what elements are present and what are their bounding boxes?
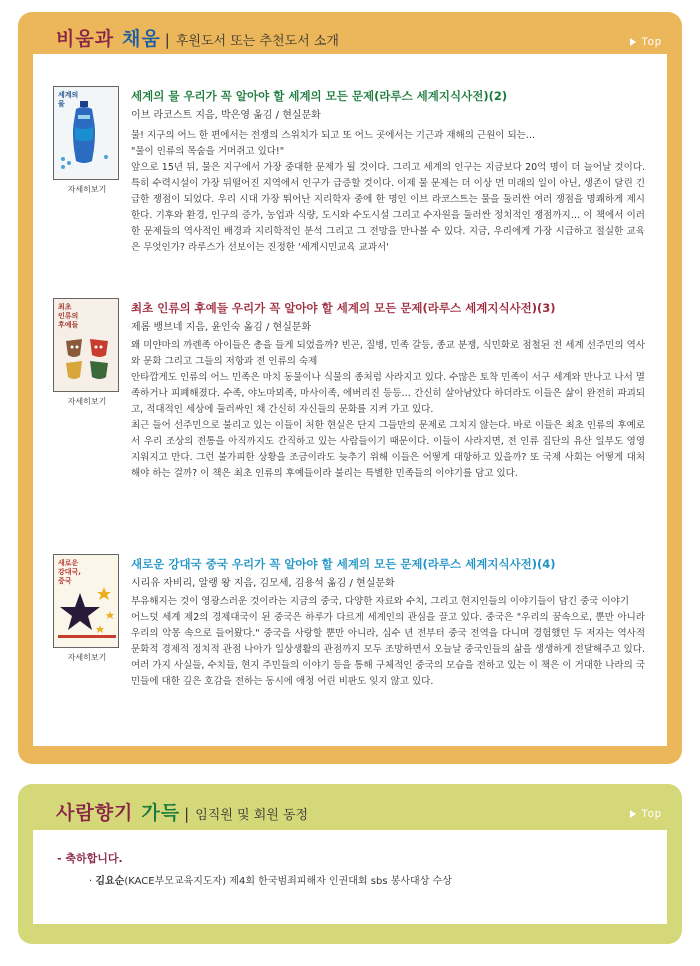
book-title[interactable]: 최초 인류의 후예들 우리가 꼭 알아야 할 세계의 모든 문제(라루스 세계지식사전)(3) [131, 301, 556, 315]
description-paragraph: 안타깝게도 인류의 어느 민족은 마치 동물이나 식물의 종처럼 사라지고 있다. 수많은 토착 민족이 서구 세계와 만나고 나서 멸족하거나 피폐해졌다. 수족, 야노마뫼족, 마사이족, 에버리진 등등… 간신히 살아남았다 하더라도 이들은 삶이 완전히 파괴되고, 적대적인 세상에 둘러싸인 채 간신히 자신들의 문화를 지켜 가고 있다. [131, 372, 645, 415]
books-section [18, 12, 682, 764]
top-label: Top [641, 36, 662, 48]
title-separator: | [164, 31, 170, 49]
books-list [33, 54, 667, 746]
book-cover-image[interactable] [53, 298, 119, 392]
top-link[interactable] [630, 36, 662, 48]
masks-icon [54, 299, 119, 392]
description-paragraph: 어느덧 세계 제2의 경제대국이 된 중국은 하루가 다르게 세계인의 관심을 끌고 있다. 중국은 "우리의 꿈속으로, 뿐만 아니라 우리의 악몽 속으로 들어왔다." 중국을 사랑할 뿐만 아니라, 십수 년 전부터 중국 전역을 다니며 경험했던 두 저자는 역사적 문화적 경제적 정치적 관점 나아가 일상생활의 관점까지 모두 조망하면서 오늘날 중국인들의 삶을 생생하게 전달해주고 있다. 여러 가지 사실들, 수치들, 현지 주민들의 이야기 등을 통해 구체적인 중국의 모습을 전하고 있는 이 책은 이 거대한 나라의 국민들에 대한 깊은 호감을 전하는 동시에 애정 어린 비판도 잊지 않고 있다. [131, 612, 645, 687]
description-paragraph: 앞으로 15년 뒤, 물은 지구에서 가장 중대한 문제가 될 것이다. 그리고 세계의 인구는 지금보다 20억 명이 더 늘어날 것이다. 특히 수력시설이 가장 뒤떨어진 지역에서 인구가 급증할 것이다. 이제 물 문제는 더 이상 먼 미래의 일이 아닌, 생존이 달린 긴급한 쟁점이 되었다. 우리 시대 가장 뛰어난 지리학자 중에 한 명인 이브 라코스트는 물을 둘러싼 여러 쟁점을 명쾌하게 제시한다. 기후와 환경, 인구의 증가, 농업과 식량, 도시와 수도시설 그리고 수자원을 둘러싼 정치적인 쟁점까지… 이 책에서 이러한 문제들의 역사적인 배경과 지리학적인 분석 그리고 그 전망을 만나볼 수 있다. 지금, 우리에게 가장 시급하고 절실한 교육은 무엇인가? 라루스가 선보이는 진정한 '세계시민교육 교과서' [131, 162, 645, 253]
book-description [131, 594, 645, 690]
books-subtitle: 후원도서 또는 추천도서 소개 [175, 34, 339, 49]
star-icon [54, 555, 119, 648]
detail-link[interactable]: 자세히보기 [67, 653, 107, 662]
people-section-header [56, 798, 308, 825]
top-label: Top [641, 808, 662, 820]
book-title[interactable]: 새로운 강대국 중국 우리가 꼭 알아야 할 세계의 모든 문제(라루스 세계지식사전)(4) [131, 557, 556, 571]
book-author: 시리유 자비리, 알랭 왕 지음, 김모세, 김용석 옮김 / 현실문화 [131, 578, 395, 589]
title-separator: | [184, 805, 190, 823]
people-section [18, 784, 682, 944]
person-name: 김요순 [95, 876, 125, 887]
people-content [33, 830, 667, 924]
cover-title: 세계의 물 [58, 91, 79, 108]
description-paragraph: 부유해지는 것이 영광스러운 것이라는 지금의 중국, 다양한 자료와 수치, 그리고 현지인들의 이야기들이 담긴 중국 이야기 [131, 596, 629, 607]
cover-title: 새로운 강대국, 중국 [58, 559, 81, 585]
top-link[interactable] [630, 808, 662, 820]
book-description [131, 128, 645, 256]
congrats-title: - 축하합니다. [57, 852, 123, 865]
people-title-part1: 사람향기 [56, 802, 134, 824]
books-section-header [56, 24, 339, 51]
detail-link[interactable]: 자세히보기 [67, 185, 107, 194]
bullet: · [89, 876, 96, 887]
detail-link[interactable]: 자세히보기 [67, 397, 107, 406]
arrow-right-icon [630, 38, 636, 46]
book-title[interactable]: 세계의 물 우리가 꼭 알아야 할 세계의 모든 문제(라루스 세계지식사전)(2) [131, 89, 508, 103]
congrats-item [89, 872, 452, 887]
book-author: 제롬 뱅브네 지음, 윤인숙 옮김 / 현실문화 [131, 322, 312, 333]
people-title-part2: 가득 [141, 802, 181, 824]
books-title-part1: 비움과 [56, 28, 115, 50]
congrats-text: (KACE부모교육지도자) 제4회 한국범죄피해자 인권대회 sbs 봉사대상 수상 [124, 876, 452, 887]
books-title-part2: 채움 [122, 28, 161, 50]
people-subtitle: 임직원 및 회원 동정 [195, 808, 309, 823]
description-paragraph: "물이 인류의 목숨을 거머쥐고 있다!" [131, 146, 285, 157]
description-paragraph: 최근 들어 선주민으로 불리고 있는 이들이 처한 현실은 단지 그들만의 문제로 그치지 않는다. 바로 이들은 최초 인류의 후예로서 우리 조상의 전통을 아직까지도 간직하고 있는 사람들이기 때문이다. 이들이 사라지면, 전 인류 집단의 유산 일부도 영영 지워지고 만다. 그런 불가피한 상황을 조금이라도 늦추기 위해 이들은 어떻게 대항하고 있을까? 또 국제 사회는 어떻게 대처해야 하는 걸까? 이 책은 최초 인류의 후예들이라 불리는 특별한 민족들의 이야기를 담고 있다. [131, 420, 645, 479]
water-bottle-icon [54, 87, 119, 180]
description-paragraph: 물! 지구의 어느 한 편에서는 전쟁의 스위치가 되고 또 어느 곳에서는 기근과 재해의 근원이 되는… [131, 130, 536, 141]
description-paragraph: 왜 미얀마의 까렌족 아이들은 총을 들게 되었을까? 빈곤, 질병, 민족 갈등, 종교 분쟁, 식민화로 점철된 전 세계 선주민의 역사와 문화 그리고 그들의 저항과 전 인류의 숙제 [131, 340, 645, 367]
book-author: 이브 라코스트 지음, 박은영 옮김 / 현실문화 [131, 110, 321, 121]
arrow-right-icon [630, 810, 636, 818]
book-cover-image[interactable] [53, 86, 119, 180]
book-description [131, 338, 645, 482]
book-cover-image[interactable] [53, 554, 119, 648]
cover-title: 최초 인류의 후예들 [58, 303, 79, 329]
